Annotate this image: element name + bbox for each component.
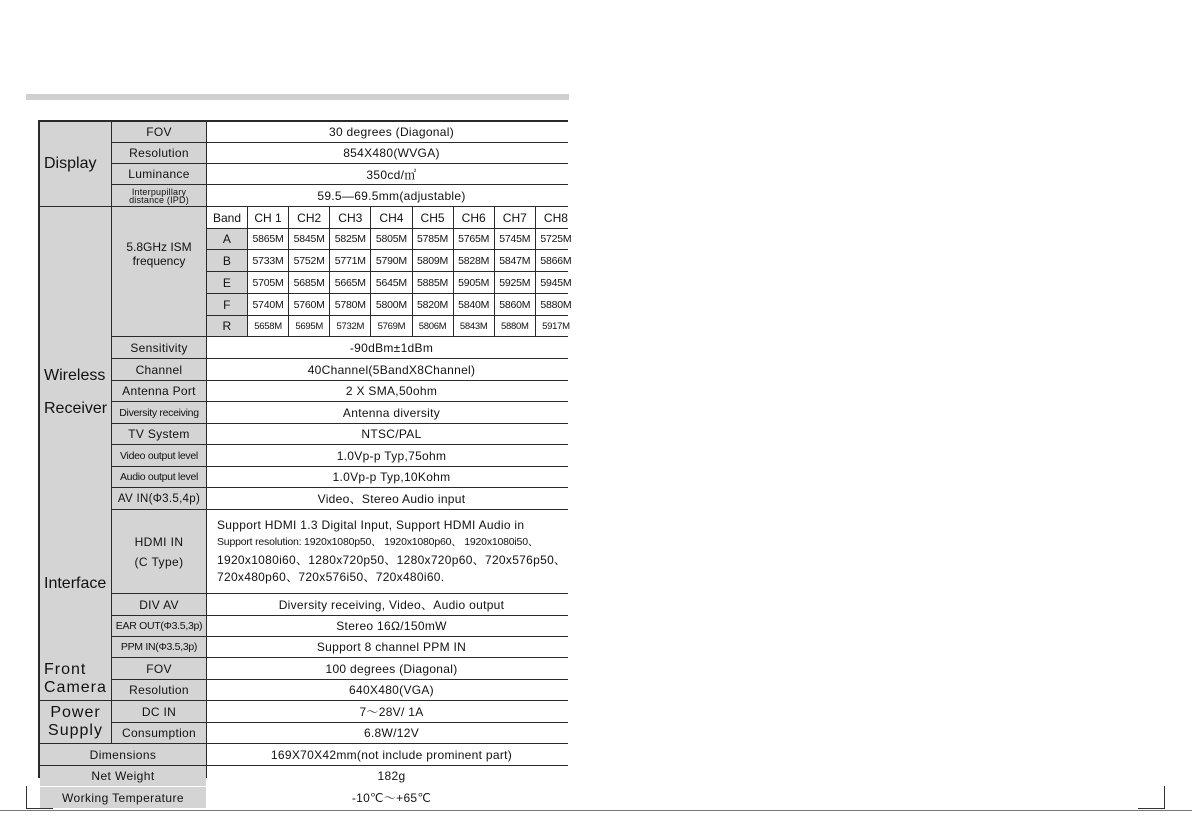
value-diversity-receiving: Antenna diversity	[207, 402, 576, 423]
label-ipd-line-2: distance (IPD)	[129, 194, 189, 205]
value-consumption: 6.8W/12V	[207, 723, 576, 743]
frequency-cell: 5825M	[330, 229, 370, 249]
channel-header: CH5	[413, 207, 453, 228]
frequency-cell: 5828M	[454, 250, 494, 271]
category-power-supply	[40, 701, 111, 743]
channel-header: CH7	[495, 207, 535, 228]
label-ipd	[112, 185, 206, 206]
frequency-cell: 5806M	[413, 316, 453, 336]
label-audio-output-level: Audio output level	[112, 467, 206, 487]
label-luminance: Luminance	[112, 164, 206, 184]
value-resolution: 854X480(WVGA)	[207, 143, 576, 163]
label-ppm-in: PPM IN(Φ3.5,3p)	[112, 637, 206, 657]
frequency-cell: 5732M	[330, 316, 370, 336]
frequency-cell: 5685M	[289, 272, 329, 293]
value-audio-output-level: 1.0Vp-p Typ,10Kohm	[207, 467, 576, 487]
category-supply: Supply	[48, 722, 103, 739]
header-rule	[26, 94, 569, 100]
category-wireless-receiver	[40, 207, 111, 509]
frequency-cell: 5865M	[248, 229, 288, 249]
hdmi-support-line: Support HDMI 1.3 Digital Input, Support HDMI Audio in	[217, 517, 525, 532]
value-sensitivity: -90dBm±1dBm	[207, 337, 576, 358]
label-channel: Channel	[112, 359, 206, 380]
crop-mark-right	[1138, 786, 1165, 809]
frequency-cell: 5805M	[371, 229, 411, 249]
label-sensitivity: Sensitivity	[112, 337, 206, 358]
frequency-cell: 5760M	[289, 294, 329, 315]
frequency-cell: 5771M	[330, 250, 370, 271]
frequency-cell: 5705M	[248, 272, 288, 293]
band-name: R	[207, 316, 247, 336]
frequency-cell: 5847M	[495, 250, 535, 271]
value-channel: 40Channel(5BandX8Channel)	[207, 359, 576, 380]
label-ism-line-2: frequency	[132, 254, 186, 268]
value-fov: 30 degrees (Diagonal)	[207, 122, 576, 142]
frequency-cell: 5917M	[536, 316, 576, 336]
label-ipd-line-1: Interpupillary	[131, 186, 187, 197]
value-working-temperature: -10℃～+65℃	[207, 787, 576, 808]
value-av-in: Video、Stereo Audio input	[207, 488, 576, 509]
frequency-cell: 5725M	[536, 229, 576, 249]
frequency-cell: 5658M	[248, 316, 288, 336]
value-video-output-level: 1.0Vp-p Typ,75ohm	[207, 445, 576, 466]
label-ism-frequency	[112, 207, 206, 336]
label-tv-system: TV System	[112, 424, 206, 444]
category-receiver: Receiver	[44, 400, 108, 417]
frequency-cell: 5780M	[330, 294, 370, 315]
frequency-cell: 5752M	[289, 250, 329, 271]
label-ear-out: EAR OUT(Φ3.5,3p)	[112, 616, 206, 636]
label-consumption: Consumption	[112, 723, 206, 743]
frequency-cell: 5866M	[536, 250, 576, 271]
label-camera-fov: FOV	[112, 658, 206, 679]
frequency-cell: 5785M	[413, 229, 453, 249]
category-display: Display	[40, 122, 111, 206]
value-ipd: 59.5—69.5mm(adjustable)	[207, 185, 576, 206]
category-power: Power	[50, 704, 101, 721]
label-net-weight: Net Weight	[40, 766, 206, 786]
label-working-temperature: Working Temperature	[40, 787, 206, 808]
frequency-cell: 5800M	[371, 294, 411, 315]
frequency-cell: 5885M	[413, 272, 453, 293]
category-camera: Camera	[44, 679, 107, 696]
frequency-cell: 5665M	[330, 272, 370, 293]
channel-header: CH 1	[248, 207, 288, 228]
value-dimensions: 169X70X42mm(not include prominent part)	[207, 744, 576, 765]
value-antenna-port: 2 X SMA,50ohm	[207, 381, 576, 401]
band-name: B	[207, 250, 247, 271]
value-div-av: Diversity receiving, Video、Audio output	[207, 594, 576, 615]
label-resolution: Resolution	[112, 143, 206, 163]
label-diversity-receiving: Diversity receiving	[112, 402, 206, 423]
frequency-cell: 5740M	[248, 294, 288, 315]
label-div-av: DIV AV	[112, 594, 206, 615]
label-fov: FOV	[112, 122, 206, 142]
value-ear-out: Stereo 16Ω/150mW	[207, 616, 576, 636]
frequency-cell: 5733M	[248, 250, 288, 271]
footer-rule	[0, 810, 1192, 811]
frequency-cell: 5790M	[371, 250, 411, 271]
value-hdmi-in	[207, 510, 576, 593]
frequency-cell: 5765M	[454, 229, 494, 249]
channel-header: CH2	[289, 207, 329, 228]
spec-table	[38, 120, 572, 805]
label-av-in: AV IN(Φ3.5,4p)	[112, 488, 206, 509]
value-net-weight: 182g	[207, 766, 576, 786]
value-dc-in: 7～28V/ 1A	[207, 701, 576, 722]
label-hdmi-line-2: (C Type)	[134, 554, 184, 569]
label-camera-resolution: Resolution	[112, 680, 206, 700]
frequency-cell: 5809M	[413, 250, 453, 271]
channel-header: CH8	[536, 207, 576, 228]
frequency-cell: 5745M	[495, 229, 535, 249]
frequency-cell: 5945M	[536, 272, 576, 293]
hdmi-resolution-line: Support resolution: 1920x1080p50、 1920x1080p60、 1920x1080i50、	[217, 536, 539, 548]
label-dc-in: DC IN	[112, 701, 206, 722]
frequency-cell: 5843M	[454, 316, 494, 336]
frequency-cell: 5925M	[495, 272, 535, 293]
channel-header: CH6	[454, 207, 494, 228]
label-hdmi-in	[112, 510, 206, 593]
category-front: Front	[44, 661, 87, 678]
label-ism-line-1: 5.8GHz ISM	[126, 240, 192, 254]
frequency-cell: 5820M	[413, 294, 453, 315]
value-tv-system: NTSC/PAL	[207, 424, 576, 444]
category-wireless: Wireless	[44, 367, 106, 384]
band-header: Band	[207, 207, 247, 228]
crop-mark-left	[26, 786, 53, 809]
band-name: A	[207, 229, 247, 249]
value-ppm-in: Support 8 channel PPM IN	[207, 637, 576, 657]
label-hdmi-line-1: HDMI IN	[134, 534, 184, 549]
value-camera-resolution: 640X480(VGA)	[207, 680, 576, 700]
band-name: F	[207, 294, 247, 315]
category-interface: Interface	[40, 488, 111, 679]
frequency-cell: 5880M	[536, 294, 576, 315]
value-luminance: 350cd/㎡	[207, 164, 576, 184]
channel-header: CH4	[371, 207, 411, 228]
frequency-cell: 5769M	[371, 316, 411, 336]
frequency-cell: 5880M	[495, 316, 535, 336]
channel-header: CH3	[330, 207, 370, 228]
frequency-cell: 5905M	[454, 272, 494, 293]
category-front-camera	[40, 658, 111, 700]
frequency-cell: 5860M	[495, 294, 535, 315]
frequency-cell: 5840M	[454, 294, 494, 315]
frequency-cell: 5645M	[371, 272, 411, 293]
band-name: E	[207, 272, 247, 293]
label-dimensions: Dimensions	[40, 744, 206, 765]
label-antenna-port: Antenna Port	[112, 381, 206, 401]
value-camera-fov: 100 degrees (Diagonal)	[207, 658, 576, 679]
frequency-cell: 5845M	[289, 229, 329, 249]
hdmi-resolution-line: 1920x1080i60、1280x720p50、1280x720p60、720x576p50、	[217, 552, 567, 567]
hdmi-resolution-line: 720x480p60、720x576i50、720x480i60.	[217, 570, 445, 584]
label-video-output-level: Video output level	[112, 445, 206, 466]
frequency-cell: 5695M	[289, 316, 329, 336]
